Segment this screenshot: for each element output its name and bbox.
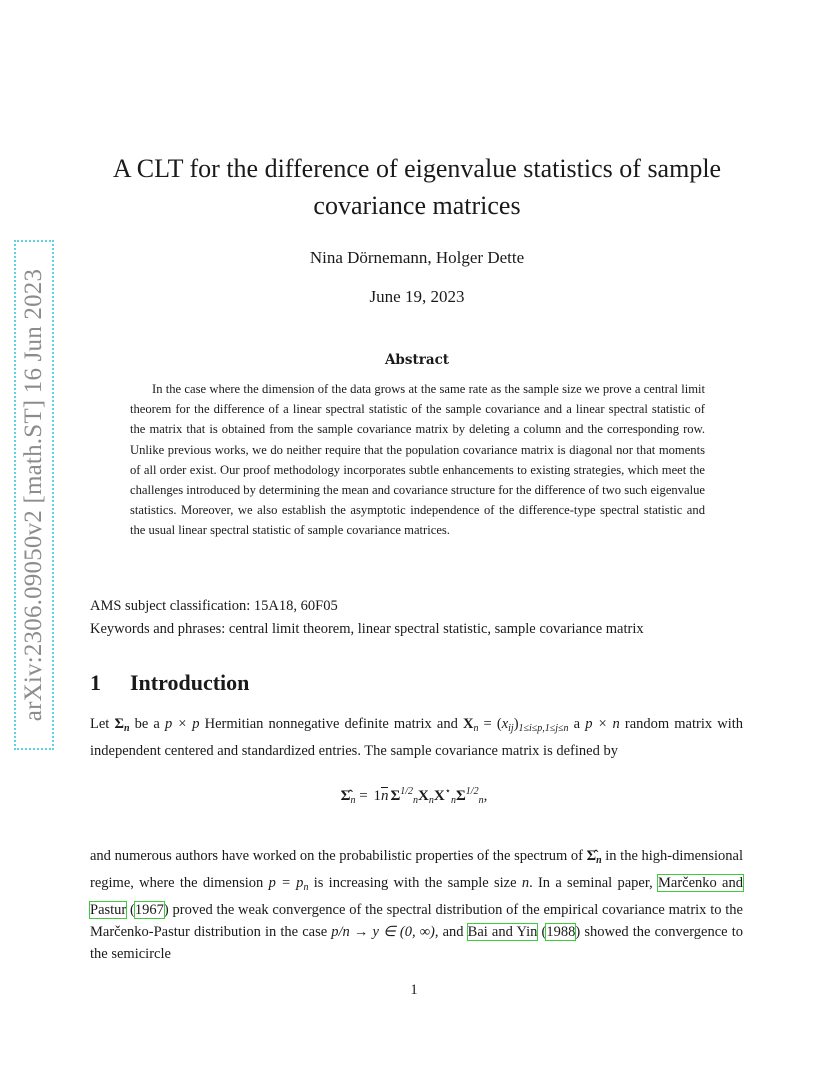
abstract-text: In the case where the dimension of the data grows at the same rate as the sample size we prove a central limit theorem for the difference of a linear spectral statistic of the sample covariance and a linear spectral statistic of the matrix that is obtained from the sample covariance matrix by deleting a column and the corresponding row. Unlike previous works, we do neither require that the population covariance matrix is diagonal nor that moments of all order exist. Our proof methodology incorporates subtle enhancements to existing strategies, which meet the challenges introduced by determining the mean and covariance structure for the difference of two such eigenvalue statistics. Moreover, we also establish the asymptotic independence of the difference-type spectral statistic and the usual linear spectral statistic of sample covariance matrices.: [130, 382, 705, 538]
citation-marcenko-pastur-year[interactable]: 1967: [134, 902, 164, 918]
section-number: 1: [90, 670, 101, 695]
math-n: n: [521, 875, 530, 891]
ams-classification: AMS subject classification: 15A18, 60F05: [90, 598, 338, 614]
math-p-by-n: p × n: [585, 716, 620, 732]
section-heading: [90, 670, 249, 696]
math-p-eq-pn: $p = p_n$: [268, 875, 309, 893]
math-x-def: $X_n = (x_{ij})_{1\le i\le p,1\le j\le n}$: [462, 716, 569, 734]
citation-bai-yin-year[interactable]: 1988: [546, 924, 576, 940]
section-title: Introduction: [130, 670, 250, 695]
page-number: 1: [410, 982, 418, 998]
paper-title: A CLT for the difference of eigenvalue statistics of sample covariance matrices: [112, 154, 722, 220]
math-sigma-n: $\Sigma_n$: [114, 716, 130, 734]
math-ratio-limit: p/n → y ∈ (0, ∞): [331, 924, 435, 940]
keywords: Keywords and phrases: central limit theorem, linear spectral statistic, sample covariance matrix: [90, 621, 644, 637]
abstract-heading: Abstract: [384, 352, 450, 368]
paper-authors: Nina Dörnemann, Holger Dette: [309, 248, 525, 267]
sample-covariance-equation: $\Sigmâ_n = 1n$ $\Sigma^{1/2}_nX_nX^⋆_n\Sigma^{1/2}_n$,: [340, 786, 488, 806]
math-p-by-p: p × p: [164, 716, 200, 732]
intro-paragraph-1: Let $\Sigma_n$ be a p × p Hermitian nonnegative definite matrix and $X_n = (x_{ij})_{1\le i\le p,1\le j\le n}$ a p × n random matrix with independent centered and standardized entries. The sample covariance matrix is defined by: [90, 716, 744, 759]
math-sigma-hat: $\Sigmâ_n$: [586, 848, 602, 866]
arxiv-stamp[interactable]: [14, 240, 54, 750]
intro-paragraph-2: and numerous authors have worked on the probabilistic properties of the spectrum of $\Sigmâ_n$ in the high-dimensional regime, where the dimension $p = p_n$ is increasing with the sample size n. In a seminal paper, Marčenko and Pastur (1967) proved the weak convergence of the spectral distribution of the empirical covariance matrix to the Marčenko-Pastur distribution in the case p/n → y ∈ (0, ∞), and Bai and Yin (1988) showed the convergence to the semicircle: [90, 848, 743, 962]
citation-marcenko-pastur-authors[interactable]: Marčenko and Pastur: [90, 875, 743, 918]
paper-date: June 19, 2023: [369, 287, 465, 306]
arxiv-identifier[interactable]: arXiv:2306.09050v2 [math.ST] 16 Jun 2023: [20, 268, 47, 722]
citation-bai-yin-authors[interactable]: Bai and Yin: [467, 924, 538, 940]
